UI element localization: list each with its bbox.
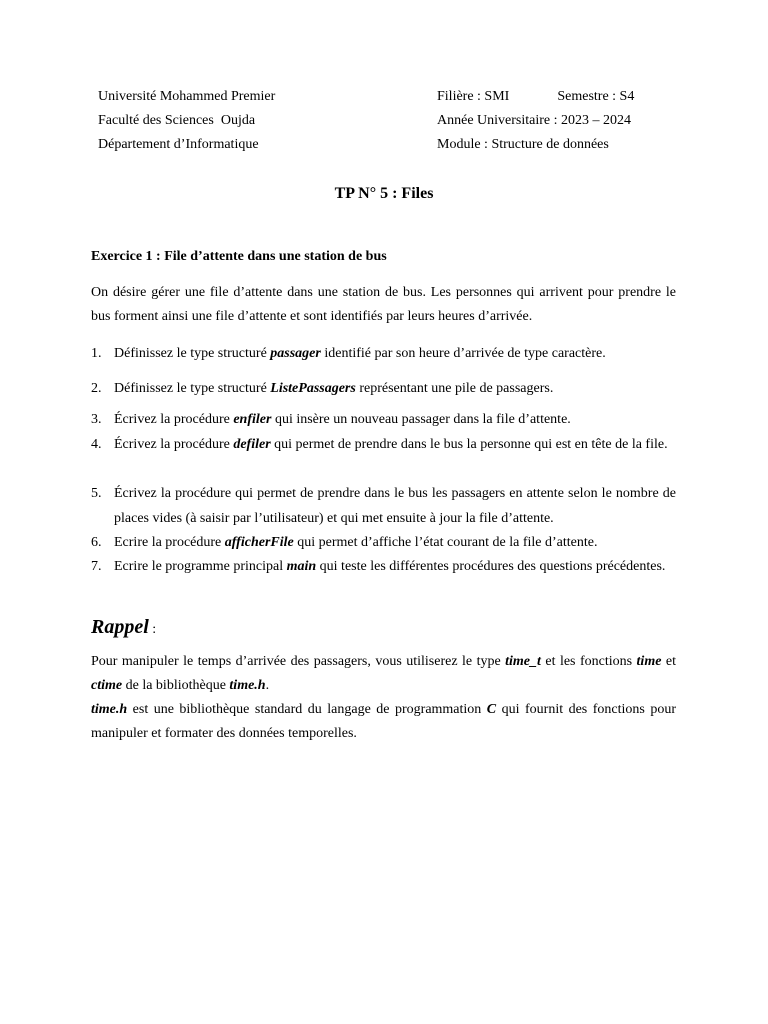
list-item xyxy=(91,482,676,531)
keyword: passager xyxy=(270,346,321,361)
question-number: 6. xyxy=(91,535,102,550)
question-number: 5. xyxy=(91,486,102,501)
question-text: Ecrire la procédure afficherFile qui permet d’affiche l’état courant de la file d’attente. xyxy=(114,535,598,550)
question-number: 2. xyxy=(91,381,102,396)
question-number: 7. xyxy=(91,559,102,574)
question-text: Écrivez la procédure enfiler qui insère un nouveau passager dans la file d’attente. xyxy=(114,412,571,427)
question-text: Définissez le type structuré passager identifié par son heure d’arrivée de type caractère. xyxy=(114,346,606,361)
keyword: time.h xyxy=(91,702,128,717)
list-item xyxy=(91,531,676,556)
list-item xyxy=(91,555,676,580)
page-title: TP N° 5 : Files xyxy=(334,185,434,202)
rappel-paragraph-2: time.h est une bibliothèque standard du langage de programmation C qui fournit des fonctions pour manipuler et formater des données temporelles. xyxy=(91,702,676,741)
question-text: Définissez le type structuré ListePassagers représentant une pile de passagers. xyxy=(114,381,554,396)
university-name: Université Mohammed Premier xyxy=(98,89,276,104)
filiere-semestre-line xyxy=(437,85,634,109)
keyword: ListePassagers xyxy=(270,381,356,396)
keyword: time xyxy=(636,654,662,669)
department-name: Département d’Informatique xyxy=(98,137,259,152)
header-institution xyxy=(98,85,275,157)
list-item xyxy=(91,342,676,367)
keyword: time_t xyxy=(505,654,541,669)
keyword: enfiler xyxy=(233,412,272,427)
exercise-intro: On désire gérer une file d’attente dans une station de bus. Les personnes qui arrivent pour prendre le bus forment ainsi une file d’attente et sont identifiés par leurs heures d’arrivée. xyxy=(91,285,676,324)
filiere-label: Filière : SMI xyxy=(437,89,510,104)
question-text: Écrivez la procédure qui permet de prendre dans le bus les passagers en attente selon le nombre de places vides (à saisir par l’utilisateur) et qui met ensuite à jour la file d’attente. xyxy=(114,486,676,526)
keyword: ctime xyxy=(91,678,123,693)
exercise-title: Exercice 1 : File d’attente dans une station de bus xyxy=(91,249,387,264)
keyword: afficherFile xyxy=(224,535,294,550)
faculty-name: Faculté des Sciences Oujda xyxy=(98,113,256,128)
semestre-label: Semestre : S4 xyxy=(557,89,635,104)
keyword: C xyxy=(486,702,497,717)
question-text: Écrivez la procédure defiler qui permet de prendre dans le bus la personne qui est en tête de la file. xyxy=(114,437,668,452)
list-item xyxy=(91,408,676,433)
rappel-text xyxy=(91,650,676,746)
rappel-paragraph-1: Pour manipuler le temps d’arrivée des passagers, vous utiliserez le type time_t et les fonctions time et ctime de la bibliothèque time.h. xyxy=(91,654,677,693)
list-item xyxy=(91,433,676,458)
list-item xyxy=(91,377,676,402)
module-name: Module : Structure de données xyxy=(437,137,609,152)
header-course-info xyxy=(437,85,634,157)
keyword: main xyxy=(286,559,317,574)
question-number: 1. xyxy=(91,346,102,361)
rappel-heading: Rappel : xyxy=(91,616,157,638)
question-number: 4. xyxy=(91,437,102,452)
question-text: Ecrire le programme principal main qui teste les différentes procédures des questions précédentes. xyxy=(114,559,666,574)
keyword: defiler xyxy=(233,437,271,452)
keyword: time.h xyxy=(229,678,266,693)
academic-year: Année Universitaire : 2023 – 2024 xyxy=(437,113,632,128)
question-number: 3. xyxy=(91,412,102,427)
